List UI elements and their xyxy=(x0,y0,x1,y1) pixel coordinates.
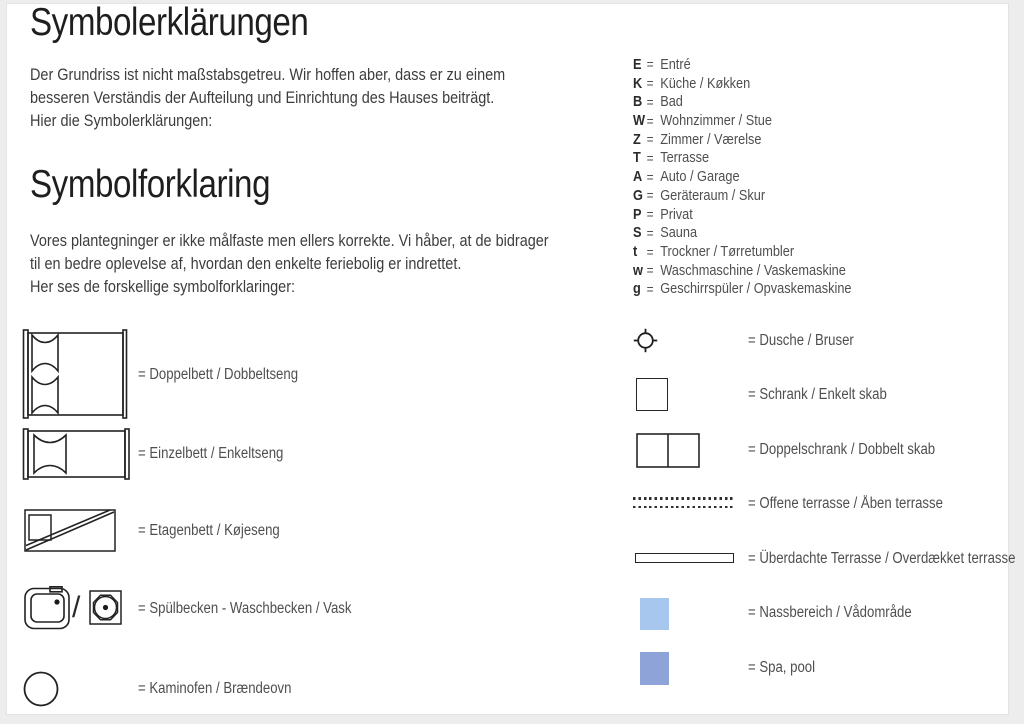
code-label: Privat xyxy=(660,205,693,223)
intro-da-line-3: Her ses de forskellige symbolforklaringer: xyxy=(30,277,296,296)
page-title-danish: Symbolforklaring xyxy=(30,163,271,206)
code-letter: Z xyxy=(633,130,641,148)
code-label: Terrasse xyxy=(660,149,710,167)
code-label: Zimmer / Værelse xyxy=(660,130,762,148)
intro-paragraph-german xyxy=(30,63,505,132)
intro-da-line-1: Vores plantegninger er ikke målfaste men ellers korrekte. Vi håber, at de bidrager xyxy=(30,231,549,250)
shower-icon xyxy=(633,328,658,353)
code-row xyxy=(633,186,852,205)
bunk-bed-icon xyxy=(24,509,116,553)
dash-row xyxy=(633,506,734,509)
double-bed-label: = Doppelbett / Dobbeltseng xyxy=(138,366,299,383)
code-label: Bad xyxy=(660,93,683,111)
code-row xyxy=(633,92,852,111)
spa-pool-icon xyxy=(640,652,669,685)
code-letter: K xyxy=(633,74,643,92)
single-bed-label: = Einzelbett / Enkeltseng xyxy=(138,445,284,462)
code-row xyxy=(633,261,852,280)
covered-terrace-label: = Überdachte Terrasse / Overdækket terrasse xyxy=(748,550,1016,567)
dash-row xyxy=(633,497,734,500)
covered-terrace-icon xyxy=(635,553,734,563)
equals-sign: = xyxy=(646,187,654,204)
intro-paragraph-danish xyxy=(30,229,549,298)
code-label: Geschirrspüler / Opvaskemaskine xyxy=(660,280,852,298)
shower-label: = Dusche / Bruser xyxy=(748,332,854,349)
code-label: Entré xyxy=(660,55,691,73)
code-row xyxy=(633,111,852,130)
code-row xyxy=(633,205,852,224)
code-letter: w xyxy=(633,261,643,279)
wet-area-icon xyxy=(640,598,669,630)
wood-stove-label: = Kaminofen / Brændeovn xyxy=(138,680,292,697)
intro-da-line-2: til en bedre oplevelse af, hvordan den enkelte feriebolig er indrettet. xyxy=(30,254,462,273)
single-wardrobe-label: = Schrank / Enkelt skab xyxy=(748,386,887,403)
wood-stove-icon xyxy=(22,670,60,708)
intro-de-line-3: Hier die Symbolerklärungen: xyxy=(30,111,213,130)
code-letter: E xyxy=(633,55,642,73)
double-bed-icon xyxy=(22,329,130,419)
code-label: Trockner / Tørretumbler xyxy=(660,243,795,261)
code-row xyxy=(633,149,852,168)
equals-sign: = xyxy=(646,262,654,279)
room-letter-codes xyxy=(633,55,890,298)
equals-sign: = xyxy=(646,206,654,223)
code-letter: g xyxy=(633,280,641,298)
intro-de-line-1: Der Grundriss ist nicht maßstabsgetreu. Wir hoffen aber, dass er zu einem xyxy=(30,65,506,84)
code-label: Geräteraum / Skur xyxy=(660,186,766,204)
equals-sign: = xyxy=(646,112,654,129)
open-terrace-icon xyxy=(633,497,734,509)
double-wardrobe-label: = Doppelschrank / Dobbelt skab xyxy=(748,441,936,458)
wet-area-label: = Nassbereich / Vådområde xyxy=(748,604,912,621)
code-label: Wohnzimmer / Stue xyxy=(660,112,772,130)
equals-sign: = xyxy=(646,149,654,166)
code-row xyxy=(633,280,852,299)
code-label: Auto / Garage xyxy=(660,168,740,186)
washbasin-icon xyxy=(89,590,123,626)
open-terrace-label: = Offene terrasse / Åben terrasse xyxy=(748,495,943,512)
code-letter: W xyxy=(633,112,646,130)
code-row xyxy=(633,223,852,242)
code-letter: B xyxy=(633,93,643,111)
code-letter: T xyxy=(633,149,641,167)
code-letter: A xyxy=(633,168,643,186)
code-letter: t xyxy=(633,243,638,261)
double-wardrobe-icon xyxy=(636,433,700,468)
equals-sign: = xyxy=(646,224,654,241)
slash-separator: / xyxy=(72,591,81,624)
equals-sign: = xyxy=(646,56,654,73)
kitchen-sink-icon xyxy=(24,586,70,630)
code-row xyxy=(633,167,852,186)
code-label: Waschmaschine / Vaskemaskine xyxy=(660,261,846,279)
code-row xyxy=(633,74,852,93)
intro-de-line-2: besseren Verständis der Aufteilung und Einrichtung des Hauses beiträgt. xyxy=(30,88,495,107)
spa-pool-label: = Spa, pool xyxy=(748,659,816,676)
equals-sign: = xyxy=(646,168,654,185)
code-letter: G xyxy=(633,186,643,204)
code-letter: S xyxy=(633,224,642,242)
sink-label: = Spülbecken - Waschbecken / Vask xyxy=(138,600,352,617)
equals-sign: = xyxy=(646,243,654,260)
page-title-german: Symbolerklärungen xyxy=(30,1,309,44)
code-letter: P xyxy=(633,205,642,223)
code-row xyxy=(633,55,852,74)
code-row xyxy=(633,242,852,261)
bunk-bed-label: = Etagenbett / Køjeseng xyxy=(138,522,280,539)
code-row xyxy=(633,130,852,149)
equals-sign: = xyxy=(646,75,654,92)
code-label: Sauna xyxy=(660,224,698,242)
equals-sign: = xyxy=(646,280,654,297)
single-bed-icon xyxy=(22,428,132,480)
single-wardrobe-icon xyxy=(636,378,668,411)
equals-sign: = xyxy=(646,131,654,148)
equals-sign: = xyxy=(646,93,654,110)
code-label: Küche / Køkken xyxy=(660,74,751,92)
